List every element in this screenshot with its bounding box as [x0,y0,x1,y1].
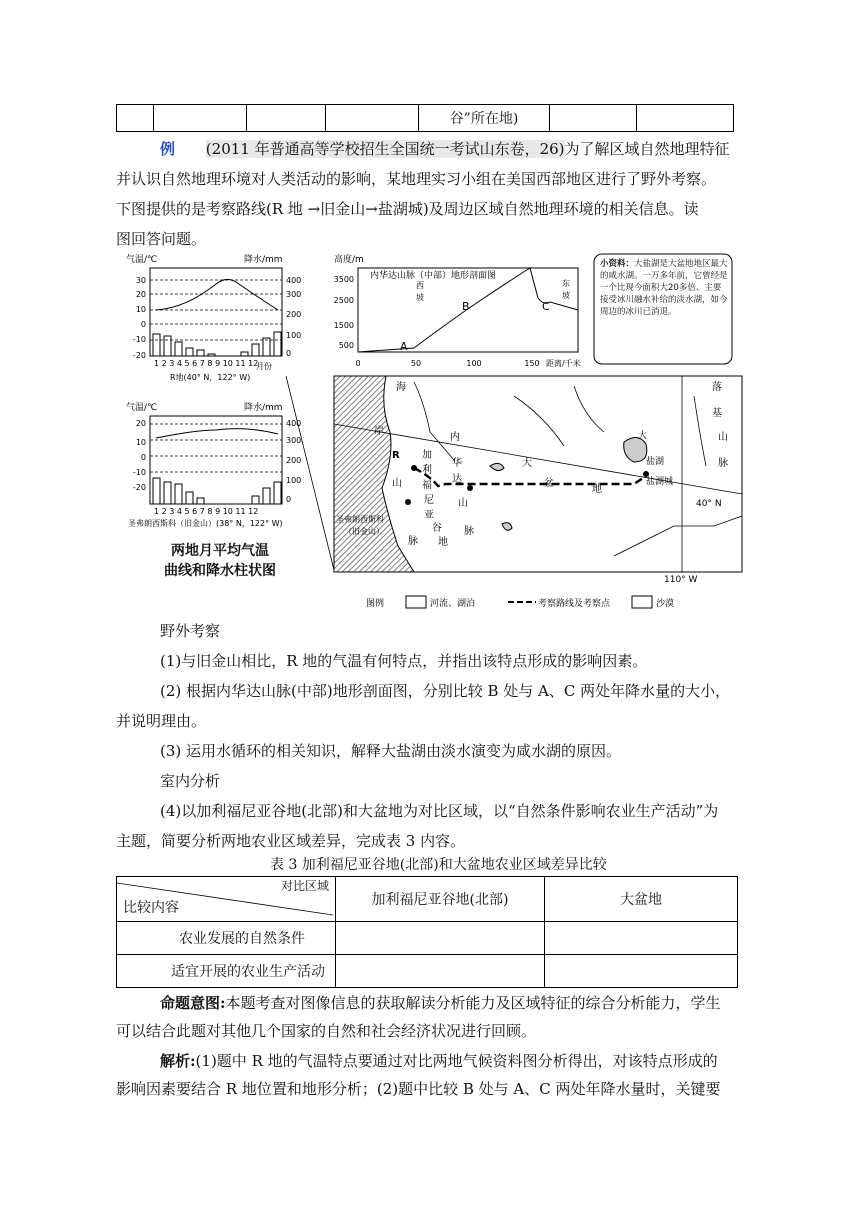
svg-text:0: 0 [140,320,146,329]
svg-text:200: 200 [286,310,302,319]
top-table-fragment [116,104,734,132]
legend [366,596,674,609]
svg-text:100: 100 [286,476,302,485]
svg-text:西: 西 [416,281,424,290]
svg-text:20: 20 [135,290,146,299]
svg-text:10: 10 [135,438,146,447]
svg-text:40° N: 40° N [696,499,722,509]
table3-title: 表 3 加利福尼亚谷地(北部)和大盆地农业区域差异比较 [270,857,607,873]
svg-text:A: A [400,340,408,353]
svg-text:300: 300 [286,290,302,299]
svg-text:500: 500 [338,341,354,350]
note-box [594,254,732,364]
svg-text:（旧金山）: （旧金山） [344,527,384,536]
svg-text:岸: 岸 [374,426,384,437]
svg-text:1 2 3 4 5 6 7 8 9 10 11 12: 1 2 3 4 5 6 7 8 9 10 11 12 [154,359,259,368]
example-intro-rest: 为了解区域自然地理特征 [564,140,730,158]
svg-text:盐湖城: 盐湖城 [646,477,674,487]
svg-text:内: 内 [450,432,460,443]
question-1: (1)与旧金山相比，R 地的气温有何特点，并指出该特点形成的影响因素。 [160,652,648,670]
svg-text:图例: 图例 [366,599,385,609]
climate-chart-sf [126,401,301,529]
note-title: 小资料： [600,259,635,269]
svg-text:河流、湖泊: 河流、湖泊 [430,599,476,609]
svg-text:盐湖: 盐湖 [646,457,665,467]
intent-line [160,992,721,1013]
example-line4: 图回答问题。 [116,230,207,248]
terrain-profile [334,253,581,368]
jx-text: (1)题中 R 地的气温特点要通过对比两地气候资料图分析得出，对该特点形成的 [195,1052,718,1070]
svg-text:-20: -20 [132,351,146,360]
svg-text:1500: 1500 [333,321,354,330]
svg-text:利: 利 [422,465,432,476]
svg-text:降水/mm: 降水/mm [244,403,283,413]
jx-line [160,1050,718,1071]
svg-text:脉: 脉 [408,536,418,547]
svg-text:R: R [392,450,400,461]
svg-text:3500: 3500 [333,275,354,284]
svg-text:300: 300 [286,436,302,445]
example-line3: 下图提供的是考察路线(R 地 →旧金山→盐湖城)及周边区域自然地理环境的相关信息。读 [116,200,699,218]
svg-text:落: 落 [712,382,722,393]
svg-text:达: 达 [452,474,462,485]
svg-text:0: 0 [286,495,292,504]
svg-text:地: 地 [592,484,602,495]
svg-text:100: 100 [286,331,302,340]
climate-chart-r [126,253,301,383]
svg-text:C: C [542,300,550,313]
svg-text:400: 400 [286,276,302,285]
svg-text:内华达山脉（中部）地形剖面图: 内华达山脉（中部）地形剖面图 [370,271,497,281]
intent-label: 命题意图: [160,994,226,1012]
table3 [116,876,738,988]
svg-text:100: 100 [466,359,482,368]
svg-text:尼: 尼 [424,495,434,506]
table3-col2: 大盆地 [545,877,738,922]
svg-text:B: B [462,300,470,313]
svg-text:基: 基 [712,408,722,419]
svg-text:高度/m: 高度/m [334,255,364,265]
intent-line2: 可以结合此题对其他几个国家的自然和社会经济状况进行回顾。 [116,1022,537,1040]
jx-label: 解析: [160,1052,196,1070]
example-label: 例 [160,140,176,158]
svg-text:2500: 2500 [333,296,354,305]
svg-text:脉: 脉 [718,458,728,469]
svg-text:-20: -20 [132,483,146,492]
svg-text:华: 华 [452,458,462,469]
section-field: 野外考察 [160,622,221,640]
table3-col1: 加利福尼亚谷地(北部) [336,877,545,922]
svg-text:10: 10 [135,305,146,314]
question-2a: (2) 根据内华达山脉(中部)地形剖面图，分别比较 B 处与 A、C 两处年降水量的大小， [160,682,731,700]
svg-text:0: 0 [286,349,292,358]
map [334,376,742,585]
svg-text:坡: 坡 [562,291,570,300]
question-4b: 主题，简要分析两地农业区域差异，完成表 3 内容。 [116,832,466,850]
svg-text:山: 山 [458,498,468,509]
svg-text:-10: -10 [132,335,146,344]
svg-text:盆: 盆 [544,478,554,489]
svg-text:气温/℃: 气温/℃ [126,403,158,413]
svg-text:坡: 坡 [416,293,424,302]
section-indoor: 室内分析 [160,772,221,790]
svg-text:海: 海 [396,382,406,393]
svg-text:0: 0 [355,359,361,368]
example-line2: 并认识自然地理环境对人类活动的影响，某地理实习小组在美国西部地区进行了野外考察。 [116,170,717,188]
table3-row2: 适宜开展的农业生产活动 [117,955,336,988]
table3-header-bottom: 比较内容 [123,900,179,916]
svg-text:谷: 谷 [432,523,442,534]
svg-text:400: 400 [286,419,302,428]
chart-s-station: 圣弗朗西斯科（旧金山）(38° N，122° W) [128,519,283,528]
svg-text:150: 150 [524,359,540,368]
svg-text:0: 0 [140,453,146,462]
svg-text:-10: -10 [132,468,146,477]
svg-text:大: 大 [522,458,532,469]
svg-text:圣弗朗西斯科: 圣弗朗西斯科 [336,515,384,524]
jx-line2: 影响因素要结合 R 地位置和地形分析；(2)题中比较 B 处与 A、C 两处年降水量时，关键要 [116,1080,721,1098]
svg-text:山: 山 [718,432,728,443]
svg-text:110° W: 110° W [664,575,698,585]
table3-header-top: 对比区域 [280,879,329,893]
svg-text:脉: 脉 [464,526,474,537]
svg-text:20: 20 [135,419,146,428]
table3-row1: 农业发展的自然条件 [117,922,336,955]
question-3: (3) 运用水循环的相关知识，解释大盐湖由淡水演变为咸水湖的原因。 [160,742,622,760]
svg-text:考察路线及考察点: 考察路线及考察点 [538,599,611,609]
question-4a: (4)以加利福尼亚谷地(北部)和大盆地为对比区域，以“自然条件影响农业生产活动”为 [160,802,719,820]
svg-text:亚: 亚 [424,510,434,521]
svg-text:地: 地 [438,537,448,548]
svg-text:50: 50 [410,359,422,368]
svg-text:30: 30 [135,276,146,285]
top-table-cell: 谷”所在地) [419,105,550,132]
figure-caption: 两地月平均气温 曲线和降水柱状图 [164,543,276,579]
svg-text:距离/千米: 距离/千米 [546,359,581,368]
example-intro [160,138,730,159]
svg-text:东: 东 [562,279,570,288]
svg-text:大: 大 [638,431,648,441]
svg-text:200: 200 [286,456,302,465]
svg-text:加: 加 [422,450,432,461]
svg-text:1 2 3 4 5 6 7 8 9 10 11 12: 1 2 3 4 5 6 7 8 9 10 11 12 [154,507,259,516]
svg-text:沙漠: 沙漠 [656,599,675,609]
chart-r-station: R地(40° N，122° W) [170,373,251,382]
note-text: 大盐湖是大盆地地区最大的咸水湖。一万多年前，它曾经是一个比现今面积大20多倍、主要接受冰川融水补给的淡水湖，如今周边的冰川已消退。 [600,259,728,317]
chart-r-ylabel-left: 气温/℃ [126,255,158,265]
svg-text:山: 山 [392,478,402,489]
svg-text:福: 福 [422,480,432,491]
question-2b: 并说明理由。 [116,712,207,730]
chart-r-ylabel-right: 降水/mm [244,255,283,265]
example-source: (2011 年普通高等学校招生全国统一考试山东卷，26) [205,140,565,158]
intent-text: 本题考查对图像信息的获取解读分析能力及区域特征的综合分析能力，学生 [225,994,721,1012]
chart-r-xlabel: 月份 [256,362,272,371]
